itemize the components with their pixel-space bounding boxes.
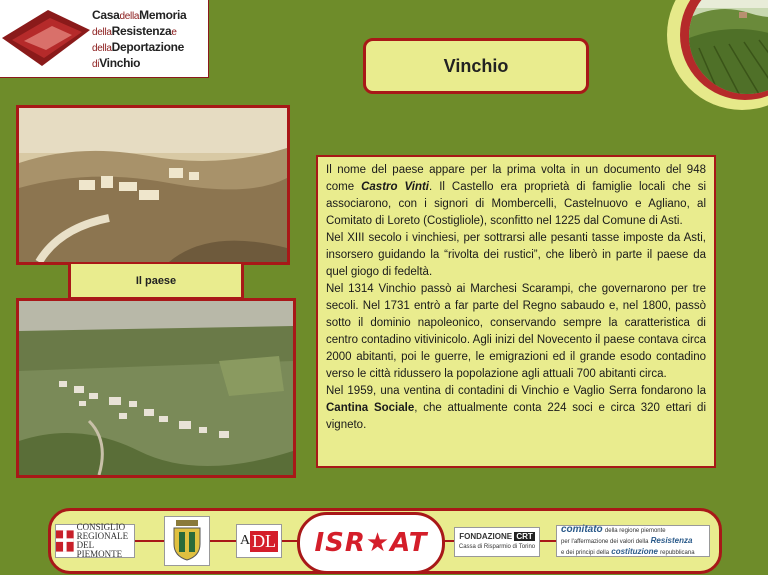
- logo-mark-icon: [2, 8, 90, 70]
- paragraph-2: Nel XIII secolo i vinchiesi, per sottrarsi alle pesanti tasse imposte da Asti, insorsero guidando la “rivolta dei rustici”, che liberò in parte il paese da quel giogo di fedeltà.: [326, 232, 706, 278]
- history-text: [316, 155, 716, 468]
- logo: [0, 0, 209, 78]
- piemonte-flag-icon: [56, 529, 74, 553]
- adl-logo[interactable]: A DL: [236, 524, 282, 558]
- paragraph-3: Nel 1314 Vinchio passò ai Marchesi Scarampi, che governarono per tre secoli. Nel 1731 entrò a far parte del Regno sabaudo e, nel 1800, passò sotto il dominio napoleonico, conservando sempre la caratteristica di centro contadino vitivinicolo. Agli inizi del Novecento il paese contava circa 2000 abitanti, poi le guerre, le emigrazioni ed il grande esodo contadino verso le città ridussero la popolazione agli attuali 700 abitanti circa.: [326, 283, 706, 380]
- fondazione-crt-logo[interactable]: FONDAZIONE CRT Cassa di Risparmio di Torino: [454, 527, 540, 557]
- aerial-photo: [16, 298, 296, 478]
- comitato-resistenza-logo[interactable]: comitato della regione piemonte per l'affermazione dei valori della Resistenza e dei principi della costituzione repubblicana: [556, 525, 710, 557]
- israt-logo[interactable]: ISR★AT: [297, 512, 445, 574]
- historic-photo: [16, 105, 290, 265]
- photo-caption: Il paese: [135, 274, 177, 287]
- photo-caption-box: [68, 264, 244, 300]
- regione-piemonte-logo[interactable]: CONSIGLIO REGIONALE DEL PIEMONTE: [55, 524, 135, 558]
- paragraph-4: Nel 1959, una ventina di contadini di Vinchio e Vaglio Serra fondarono la Cantina Sociale, che attualmente conta 224 soci e circa 320 ettari di vigneto.: [326, 385, 707, 431]
- paragraph-1: Il nome del paese appare per la prima volta in un documento del 948 come Castro Vinti. Il Castello era proprietà di famiglie locali che si associarono, con i signori di Mombercelli, Castelnuovo e Agliano, al Comitato di Loreto (Costigliole), sconfitto nel 1225 dal Comune di Asti.: [326, 164, 706, 227]
- page-title: Vinchio: [443, 55, 509, 76]
- coat-of-arms-icon: [170, 520, 204, 562]
- vinchio-crest-logo[interactable]: [164, 516, 210, 566]
- page-title-box: [363, 38, 589, 94]
- logo-text: CasadellaMemoria dellaResistenzae dellaDeportazione diVinchio: [92, 8, 187, 70]
